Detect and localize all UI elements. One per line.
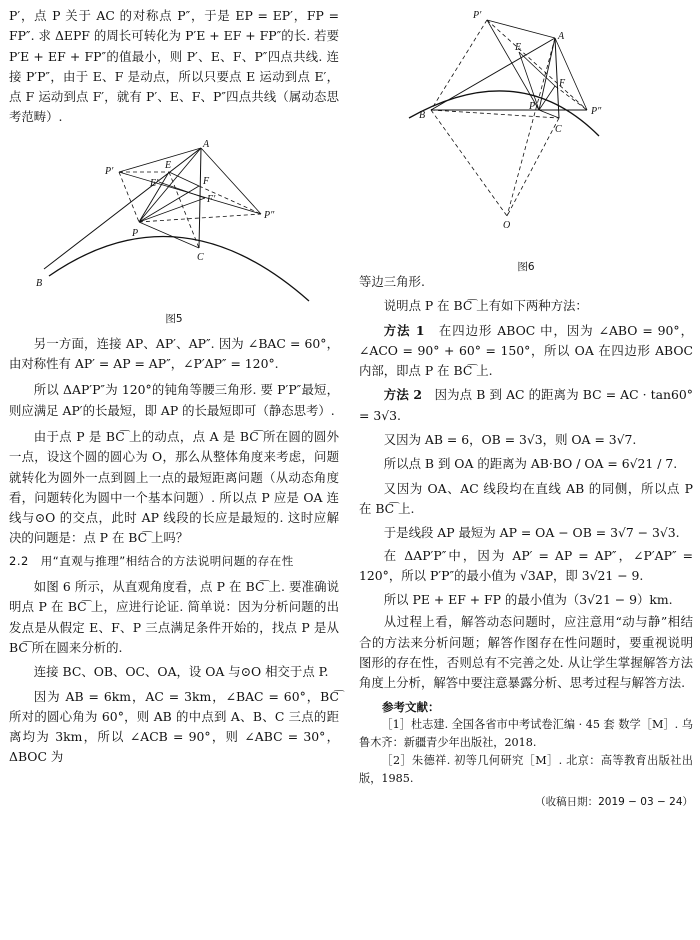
fig6-label-P2: P″: [591, 106, 602, 117]
fig6-label-B: B: [419, 110, 426, 121]
received-date: （收稿日期：2019 − 03 − 24）: [535, 795, 693, 808]
reference-1: ［1］杜志建. 全国各省市中考试卷汇编 · 45 套 数学［M］. 乌鲁木齐：新疆青少年出版社，2018.: [359, 717, 693, 749]
figure-6: [359, 6, 693, 272]
references: [359, 698, 693, 788]
right-para-4: 所以点 B 到 OA 的距离为 AB·BO / OA = 6√21 / 7.: [383, 456, 678, 472]
fig5-label-E: E: [165, 159, 172, 171]
right-para-6: 于是线段 AP 最短为 AP = OA − OB = 3√7 − 3√3.: [383, 525, 680, 541]
fig6-label-C: C: [555, 124, 562, 135]
left-para-4: 由于点 P 是 BC͡ 上的动点，点 A 是 BC͡ 所在圆的圆外一点，设这个圆的圆心为 O，那么从整体角度来考虑，问题就转化为圆外一点到圆上一点的最短距离问题（从动态角度看，问题转化为圆中一个基本问题）. 所以点 P 应是 OA 连线与⊙O 的交点，此时 AP 线段的长应是最短的. 这时应解决的问题是：点 P 在 BC͡ 上吗？: [9, 428, 339, 546]
right-para-7: 在 ΔAP′P″中，因为 AP′ = AP = AP″，∠P′AP″ = 120°，所以 P′P″的最小值为 √3AP，即 3√21 − 9.: [359, 547, 693, 583]
left-para-3: 所以 ΔAP′P″为 120°的钝角等腰三角形. 要 P′P″最短，则应满足 AP′的长最短，即 AP 的长最短即可（静态思考）.: [9, 382, 339, 418]
fig6-arc: [409, 91, 599, 136]
fig5-label-E1: E′: [150, 177, 159, 189]
fig5-label-C: C: [197, 251, 204, 263]
right-para-5: 又因为 OA、AC 线段均在直线 AB 的同侧，所以点 P 在 BC͡ 上.: [359, 480, 693, 516]
figure-5-diagram: [9, 136, 339, 306]
figure-6-caption: 图6: [517, 261, 535, 274]
fig5-arc: [49, 236, 309, 301]
fig5-label-P: P: [132, 227, 139, 239]
references-title: 参考文献：: [382, 699, 440, 714]
right-para-1: 等边三角形.: [359, 274, 425, 289]
right-para-9: 从过程上看，解答动态问题时，应注意用“动与静”相结合的方法来分析问题；解答作图存在性问题时，要重视说明图形的存在性，否则总有不完善之处. 从让学生掌握解答方法角度上分析，解答中要注意暴露分析、思考过程与解答方法.: [359, 614, 693, 691]
method-1-label: 方法 1: [383, 322, 425, 338]
right-method-2: [359, 385, 693, 426]
left-para-1: P′，点 P 关于 AC 的对称点 P″，于是 EP = EP′，FP = FP″. 求 ΔEPF 的周长可转化为 P′E + EF + FP″的长. 若要 P′E + EF + FP″的值最小，则 P′、E、F、P″四点共线. 连接 P′P″，由于 E、F 是动点，所以只要点 E 运动到点 E′，点 F 运动到点 F′，就有 P′、E、F、P″四点共线（属动态思考范畴）.: [9, 8, 339, 125]
right-para-8: 所以 PE + EF + FP 的最小值为（3√21 − 9）km.: [383, 592, 673, 608]
fig6-label-E: E: [515, 42, 522, 53]
method-1-text: 在四边形 ABOC 中，因为 ∠ABO = 90°，∠ACO = 90° + 60° = 150°，所以 OA 在四边形 ABOC 内部，即点 P 在 BC͡ 上.: [359, 322, 693, 379]
figure-5: [9, 136, 339, 326]
fig5-label-F: F: [203, 175, 210, 187]
fig6-label-P1: P′: [473, 10, 482, 21]
right-column: [359, 6, 693, 812]
fig6-label-F: F: [559, 78, 566, 89]
right-method-1: [359, 321, 693, 382]
left-para-7: 因为 AB = 6km，AC = 3km，∠BAC = 60°，BC͡ 所对的圆心角为 60°，则 AB 的中点到 A、B、C 三点的距离均为 3km，所以 ∠ACB = 90°，则 ∠ABC = 30°，ΔBOC 为: [9, 688, 339, 765]
reference-2: ［2］朱德祥. 初等几何研究［M］. 北京：高等教育出版社出版，1985.: [359, 753, 693, 785]
fig6-label-A: A: [558, 31, 565, 42]
fig5-label-P1: P′: [105, 165, 114, 177]
left-para-6: 连接 BC、OB、OC、OA，设 OA 与⊙O 相交于点 P.: [33, 664, 329, 680]
right-para-2: 说明点 P 在 BC͡ 上有如下两种方法：: [383, 298, 588, 314]
method-2-text: 因为点 B 到 AC 的距离为 BC = AC · tan60° = 3√3.: [359, 387, 693, 423]
left-para-5: 如图 6 所示，从直观角度看，点 P 在 BC͡ 上. 要准确说明点 P 在 BC͡ 上，应进行论证. 简单说：因为分析问题的出发点是从假定 E、F、P 三点满足条件开始的，找点 P 是从 BC͡ 所在圆来分析的.: [9, 579, 339, 655]
left-para-2: 另一方面，连接 AP、AP′、AP″. 因为 ∠BAC = 60°，由对称性有 AP′ = AP = AP″，∠P′AP″ = 120°.: [9, 335, 339, 372]
fig6-label-O: O: [503, 220, 511, 231]
method-2-label: 方法 2: [383, 387, 422, 403]
left-column: [9, 6, 339, 768]
figure-5-caption: 图5: [165, 313, 183, 326]
section-2-2-heading: 2.2 用“直观与推理”相结合的方法说明问题的存在性: [9, 553, 294, 568]
figure-6-diagram: [359, 6, 693, 254]
fig5-label-B: B: [36, 277, 43, 289]
fig6-label-P: P: [529, 101, 536, 112]
right-para-3: 又因为 AB = 6，OB = 3√3，则 OA = 3√7.: [383, 432, 637, 448]
fig5-label-F1: F′: [207, 193, 216, 205]
fig5-label-A: A: [203, 138, 210, 150]
fig5-label-P2: P″: [264, 209, 275, 221]
